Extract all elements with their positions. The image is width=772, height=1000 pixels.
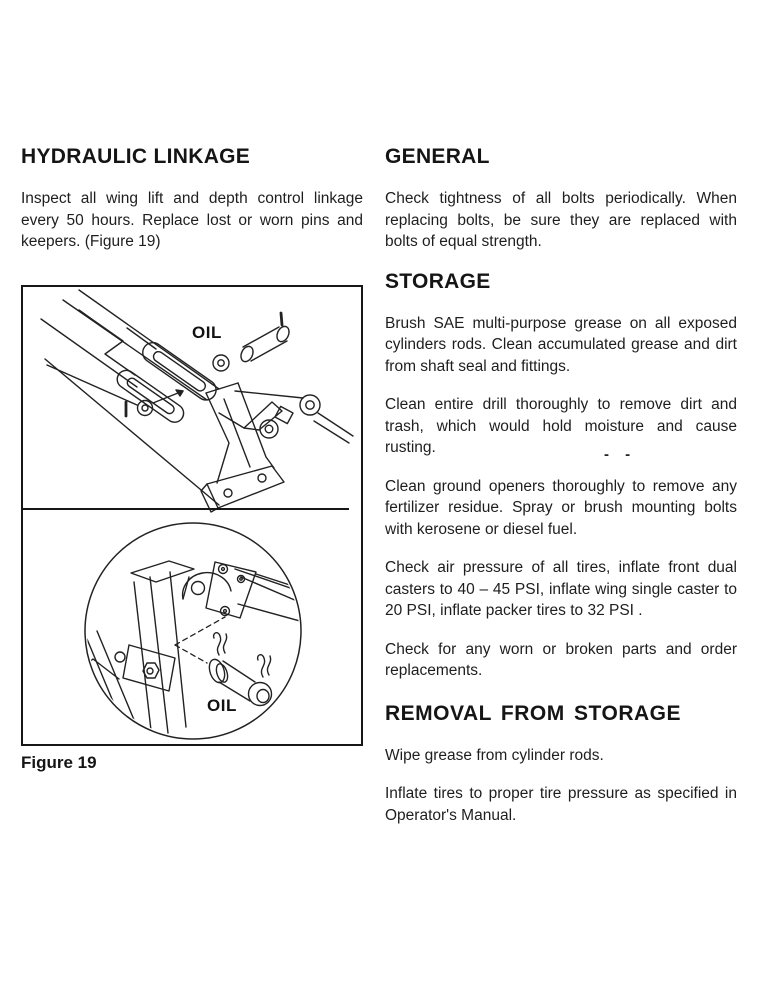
storage-paragraph-4: Check air pressure of all tires, inflate front dual casters to 40 – 45 PSI, inflate wing single caster to 20 PSI, inflate packer tires to 32 PSI . [385,559,737,619]
storage-paragraph-3: Clean ground openers thoroughly to remove any fertilizer residue. Spray or brush mounting bolts with kerosene or diesel fuel. [385,477,737,538]
section-heading-storage: STORAGE [385,269,491,293]
storage-paragraph-2: Clean entire drill thoroughly to remove dirt and trash, which would hold moisture and cause rusting. [385,396,737,456]
section-heading-general: GENERAL [385,145,490,168]
oil-label-bottom: OIL [207,695,237,715]
removal-paragraph-1: Wipe grease from cylinder rods. [385,746,604,764]
section-heading-removal-from-storage: REMOVAL FROM STORAGE [385,701,682,725]
left-column [21,145,363,773]
detail-circle-drawing [83,523,301,739]
right-column [385,145,737,843]
hydraulic-linkage-paragraph: Inspect all wing lift and depth control linkage every 50 hours. Replace lost or worn pins and keepers. (Figure 19) [21,190,363,250]
oil-label-top: OIL [192,322,222,342]
removal-paragraph-2: Inflate tires to proper tire pressure as specified in Operator's Manual. [385,785,737,824]
scan-artifact-marks: - - [604,446,637,463]
figure-19-box [21,285,363,746]
storage-paragraph-1: Brush SAE multi-purpose grease on all exposed cylinders rods. Clean accumulated grease and dirt from shaft seal and fittings. [385,314,737,375]
general-paragraph: Check tightness of all bolts periodically. When replacing bolts, be sure they are replaced with bolts of equal strength. [385,190,737,250]
figure-19-drawing [23,287,361,744]
storage-paragraph-5: Check for any worn or broken parts and order replacements. [385,640,737,679]
figure-caption: Figure 19 [21,752,97,772]
section-heading-hydraulic-linkage: HYDRAULIC LINKAGE [21,145,251,168]
